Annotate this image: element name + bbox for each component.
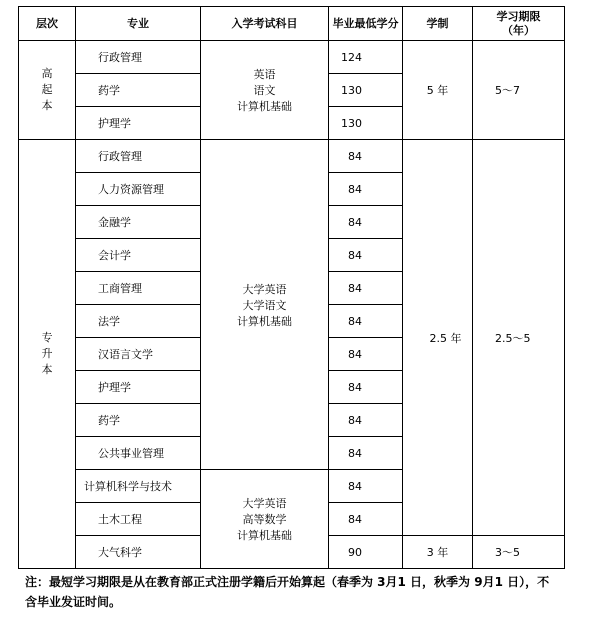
major-cell: 行政管理: [76, 140, 201, 173]
period-cell: 3～5: [473, 536, 565, 569]
exam-line: 大学语文: [242, 298, 287, 312]
credits-cell: 84: [329, 338, 403, 371]
major-cell: 法学: [76, 305, 201, 338]
footnote: [25, 572, 595, 612]
footnote-line1: 注：最短学习期限是从在教育部正式注册学籍后开始算起（春季为 3月1 日，秋季为 9月1 日），不: [25, 575, 550, 589]
credits-cell: 84: [329, 470, 403, 503]
period-cell: 2.5～5: [473, 140, 565, 536]
credits-cell: 84: [329, 437, 403, 470]
major-cell: 会计学: [76, 239, 201, 272]
credits-cell: 130: [329, 74, 403, 107]
header-system: 学制: [403, 7, 473, 41]
header-level: 层次: [19, 7, 76, 41]
header-major: 专业: [76, 7, 201, 41]
table-row: [19, 41, 565, 74]
credits-cell: 124: [329, 41, 403, 74]
credits-cell: 90: [329, 536, 403, 569]
level-cell: [19, 41, 76, 140]
level-label: 高起本: [41, 67, 53, 112]
header-exam: 入学考试科目: [201, 7, 329, 41]
major-cell: 工商管理: [76, 272, 201, 305]
major-cell: 药学: [76, 74, 201, 107]
exam-line: 大学英语: [242, 497, 287, 510]
major-cell: 金融学: [76, 206, 201, 239]
major-cell: 大气科学: [76, 536, 201, 569]
level-label: 专升本: [41, 331, 53, 376]
major-cell: 汉语言文学: [76, 338, 201, 371]
program-table: [18, 6, 565, 569]
period-cell: 5～7: [473, 41, 565, 140]
system-cell: 5 年: [403, 41, 473, 140]
header-period-line2: （年）: [502, 23, 535, 37]
credits-cell: 84: [329, 140, 403, 173]
credits-cell: 84: [329, 173, 403, 206]
major-cell: 计算机科学与技术: [76, 470, 201, 503]
system-cell: 3 年: [403, 536, 473, 569]
credits-cell: 130: [329, 107, 403, 140]
credits-cell: 84: [329, 305, 403, 338]
exam-cell: [201, 41, 329, 140]
credits-cell: 84: [329, 272, 403, 305]
exam-cell: [201, 140, 329, 470]
exam-line: 大学英语: [242, 282, 287, 296]
exam-line: 计算机基础: [237, 100, 292, 113]
exam-line: 英语: [253, 68, 276, 81]
exam-line: 高等数学: [242, 513, 287, 526]
major-cell: 行政管理: [76, 41, 201, 74]
exam-line: 计算机基础: [237, 314, 292, 328]
major-cell: 护理学: [76, 371, 201, 404]
exam-line: 语文: [253, 84, 276, 97]
credits-cell: 84: [329, 206, 403, 239]
major-cell: 药学: [76, 404, 201, 437]
system-cell: 2.5 年: [403, 140, 473, 536]
major-cell: 人力资源管理: [76, 173, 201, 206]
footnote-line2: 含毕业发证时间。: [25, 595, 122, 609]
major-cell: 护理学: [76, 107, 201, 140]
major-cell: 土木工程: [76, 503, 201, 536]
credits-cell: 84: [329, 503, 403, 536]
table-row: [19, 140, 565, 173]
credits-cell: 84: [329, 404, 403, 437]
exam-line: 计算机基础: [237, 529, 292, 542]
header-period: [473, 7, 565, 41]
major-cell: 公共事业管理: [76, 437, 201, 470]
header-credits: 毕业最低学分: [329, 7, 403, 41]
level-cell: [19, 140, 76, 569]
header-row: [19, 7, 565, 41]
credits-cell: 84: [329, 371, 403, 404]
exam-cell: [201, 470, 329, 569]
header-period-line1: 学习期限: [496, 9, 541, 23]
credits-cell: 84: [329, 239, 403, 272]
